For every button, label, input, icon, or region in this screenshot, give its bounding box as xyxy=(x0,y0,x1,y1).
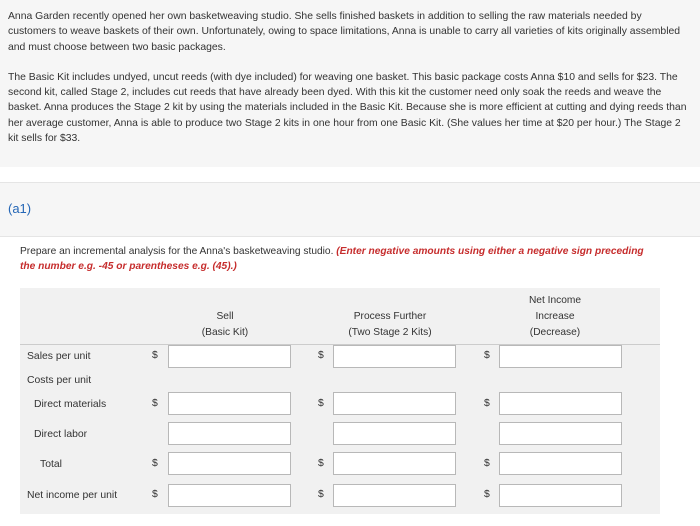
net-income-sell-input[interactable] xyxy=(168,484,291,507)
net-income-process-further-input[interactable] xyxy=(333,484,456,507)
currency-symbol: $ xyxy=(318,350,324,361)
currency-symbol: $ xyxy=(152,398,158,409)
part-label: (a1) xyxy=(8,201,32,216)
net-income-net-income-input[interactable] xyxy=(499,484,622,507)
sales-net-income-input[interactable] xyxy=(499,345,622,368)
currency-symbol: $ xyxy=(152,458,158,469)
total-sell-input[interactable] xyxy=(168,452,291,475)
row-label-sales: Sales per unit xyxy=(27,351,91,362)
instructions-text: Prepare an incremental analysis for the Anna's basketweaving studio. xyxy=(20,246,334,257)
instructions-hint: (Enter negative amounts using either a negative sign preceding the number e.g. -45 or parentheses e.g. (45).) xyxy=(20,246,644,272)
total-process-further-input[interactable] xyxy=(333,452,456,475)
row-label-net-income: Net income per unit xyxy=(27,490,118,501)
currency-symbol: $ xyxy=(152,489,158,500)
sales-process-further-input[interactable] xyxy=(333,345,456,368)
currency-symbol: $ xyxy=(484,350,490,361)
direct-labor-process-further-input[interactable] xyxy=(333,422,456,445)
direct-materials-net-income-input[interactable] xyxy=(499,392,622,415)
problem-statement xyxy=(0,0,700,167)
row-label-direct-labor: Direct labor xyxy=(34,429,88,440)
column-header-line: (Decrease) xyxy=(529,327,581,338)
column-header-sell xyxy=(175,309,275,341)
column-header-line: (Basic Kit) xyxy=(201,327,249,338)
column-header-line: (Two Stage 2 Kits) xyxy=(348,327,432,338)
column-header-net-income xyxy=(500,293,610,341)
row-label-costs: Costs per unit xyxy=(27,375,92,386)
currency-symbol: $ xyxy=(318,489,324,500)
column-header-process-further xyxy=(320,309,460,341)
problem-paragraph-1: Anna Garden recently opened her own basketweaving studio. She sells finished baskets in addition to selling the raw materials needed by customers to weave baskets of their own. Unfortunately, owing to space limitations, Anna is unable to carry all varieties of kits originally assembled and must choose between two basic packages. xyxy=(8,11,681,53)
column-header-line: Sell xyxy=(216,311,234,322)
direct-materials-process-further-input[interactable] xyxy=(333,392,456,415)
direct-materials-sell-input[interactable] xyxy=(168,392,291,415)
direct-labor-sell-input[interactable] xyxy=(168,422,291,445)
currency-symbol: $ xyxy=(484,458,490,469)
row-label-direct-materials: Direct materials xyxy=(34,399,107,410)
currency-symbol: $ xyxy=(152,350,158,361)
currency-symbol: $ xyxy=(318,398,324,409)
total-net-income-input[interactable] xyxy=(499,452,622,475)
currency-symbol: $ xyxy=(484,398,490,409)
row-label-total: Total xyxy=(40,459,62,470)
instructions xyxy=(20,244,660,274)
part-header xyxy=(0,182,700,237)
direct-labor-net-income-input[interactable] xyxy=(499,422,622,445)
column-header-line: Increase xyxy=(535,311,575,322)
column-header-line: Net Income xyxy=(528,295,582,306)
currency-symbol: $ xyxy=(484,489,490,500)
problem-paragraph-2: The Basic Kit includes undyed, uncut reeds (with dye included) for weaving one basket. This basic package costs Anna $10 and sells for $23. The second kit, called Stage 2, includes cut reeds that have already been dyed. With this kit the customer need only soak the reeds and weave the basket. Anna produces the Stage 2 kit by using the materials included in the Basic Kit. Because she is more efficient at cutting and dying reeds than her average customer, Anna is able to produce two Stage 2 kits in one hour from one Basic Kit. (She values her time at $20 per hour.) The Stage 2 kit sells for $33. xyxy=(8,71,687,145)
sales-sell-input[interactable] xyxy=(168,345,291,368)
column-header-line: Process Further xyxy=(353,311,427,322)
incremental-analysis-table xyxy=(20,288,660,514)
currency-symbol: $ xyxy=(318,458,324,469)
